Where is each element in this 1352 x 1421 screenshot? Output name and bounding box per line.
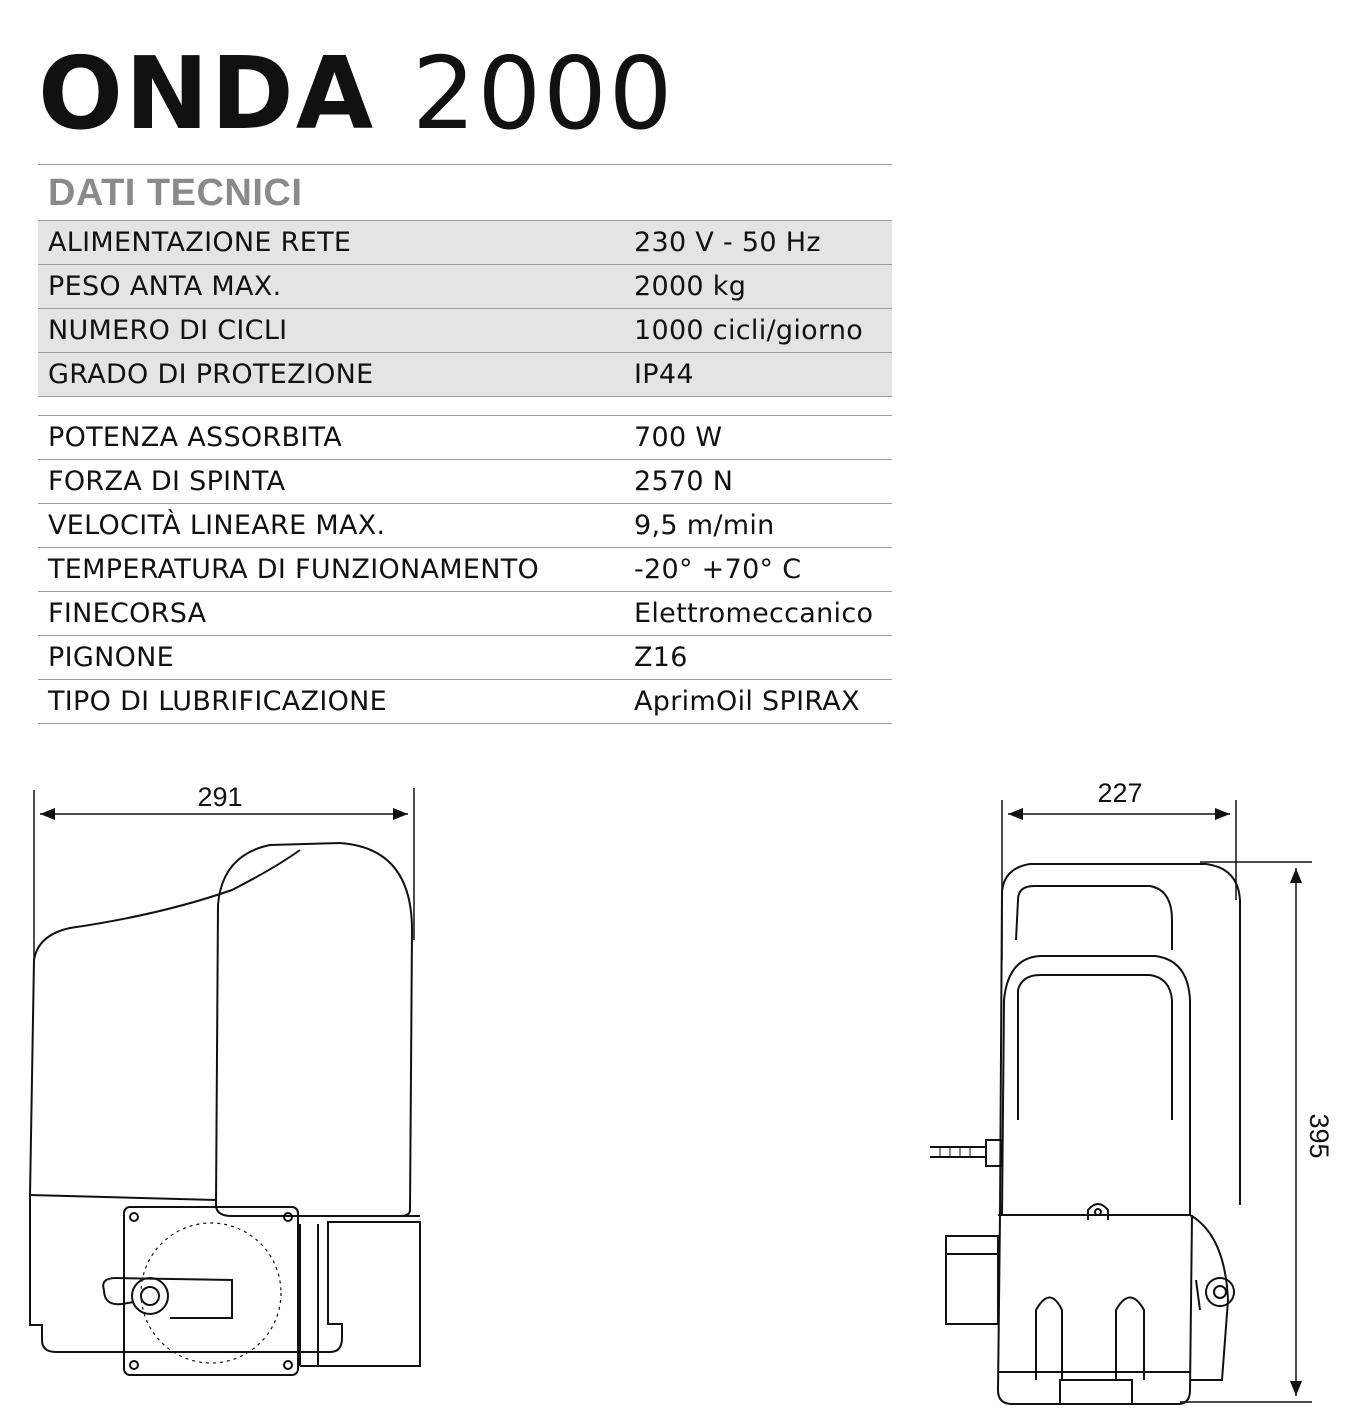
spec-row [38,309,892,353]
spec-value: 2000 kg [634,265,892,309]
spec-label: PESO ANTA MAX. [38,265,634,309]
spec-label: TIPO DI LUBRIFICAZIONE [38,680,634,724]
spec-value: 700 W [634,416,892,460]
product-title [38,35,675,152]
spec-label: PIGNONE [38,636,634,680]
spec-row [38,636,892,680]
spec-label: POTENZA ASSORBITA [38,416,634,460]
spec-label: ALIMENTAZIONE RETE [38,221,634,265]
height-label: 395 [1304,1113,1334,1159]
spec-row [38,353,892,397]
side-width-label: 291 [197,782,243,812]
spec-value: 2570 N [634,460,892,504]
spec-label: VELOCITÀ LINEARE MAX. [38,504,634,548]
spec-label: TEMPERATURA DI FUNZIONAMENTO [38,548,634,592]
spec-value: IP44 [634,353,892,397]
spec-row [38,504,892,548]
title-divider [38,164,892,165]
spec-row [38,548,892,592]
spec-value: 9,5 m/min [634,504,892,548]
spec-value: -20° +70° C [634,548,892,592]
spec-label: FORZA DI SPINTA [38,460,634,504]
spec-value: 1000 cicli/giorno [634,309,892,353]
section-title: DATI TECNICI [48,172,303,214]
spec-table-electrical [38,220,892,397]
product-name: ONDA [38,35,376,152]
side-view-drawing [0,760,460,1400]
spec-label: NUMERO DI CICLI [38,309,634,353]
spec-row [38,221,892,265]
spec-row [38,265,892,309]
spec-value: Z16 [634,636,892,680]
front-view-drawing [920,760,1340,1410]
spec-value: AprimOil SPIRAX [634,680,892,724]
front-width-label: 227 [1097,778,1143,808]
spec-row [38,592,892,636]
spec-row [38,460,892,504]
spec-row [38,680,892,724]
spec-value: Elettromeccanico [634,592,892,636]
spec-value: 230 V - 50 Hz [634,221,892,265]
spec-table-mechanical [38,415,892,724]
spec-row [38,416,892,460]
spec-label: GRADO DI PROTEZIONE [38,353,634,397]
product-model: 2000 [411,35,675,152]
spec-label: FINECORSA [38,592,634,636]
